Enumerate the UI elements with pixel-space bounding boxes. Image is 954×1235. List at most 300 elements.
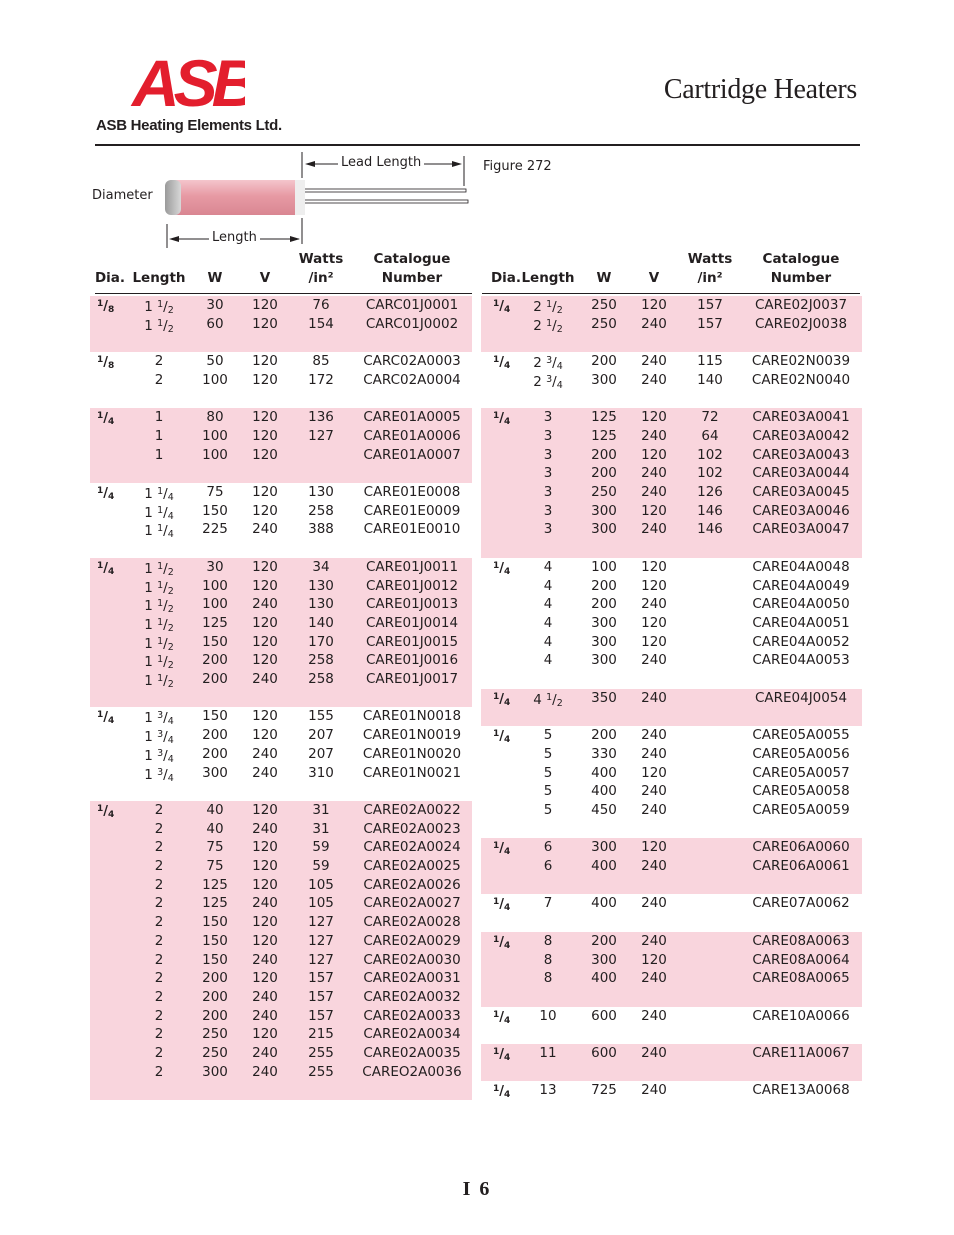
watt-density-value: 207 [308,727,334,744]
watt-value: 75 [206,858,224,874]
watt-value: 300 [202,764,228,781]
catalogue-number: CARE05A0059 [752,801,850,818]
col-catalogue-number-left: Number [381,270,443,286]
length-value: 3 [543,409,553,426]
watt-value: 725 [591,1082,617,1099]
watt-value: 100 [202,596,228,613]
watt-value: 400 [591,764,617,781]
catalogue-number: CARE01N0021 [362,764,462,781]
watt-density-value: 105 [308,876,334,893]
volt-value: 120 [252,371,278,388]
length-value: 6 [543,858,553,874]
catalogue-number: CARC01J0002 [365,315,459,332]
catalogue-number: CARE03A0041 [752,409,850,426]
catalogue-number: CARE01A0005 [363,409,461,426]
length-value: 1 $^1/_2$ [144,560,174,578]
catalogue-number: CARE02A0025 [363,858,461,874]
watt-value: 40 [206,801,224,818]
watt-value: 125 [202,614,228,631]
catalogue-number: CARE13A0068 [752,1082,850,1099]
catalogue-number: CARC01J0001 [365,297,459,313]
watt-density-value: 215 [308,1026,334,1043]
catalogue-number: CARC02A0004 [363,371,461,388]
length-value: 5 [543,801,553,818]
length-label: Length [209,230,260,245]
catalogue-number: CARE04A0051 [752,614,850,631]
length-value: 2 [154,353,164,370]
catalogue-number: CARE02A0028 [363,914,461,931]
volt-value: 120 [252,1026,278,1043]
watt-density-value: 258 [308,502,334,519]
col-watts-unit-left: /in² [308,270,334,286]
watt-density-value: 140 [308,614,334,631]
watt-value: 250 [591,315,617,332]
catalogue-number: CARE05A0055 [752,727,850,744]
dia-value: $^1/_4$ [493,1047,511,1063]
catalogue-number: CARE02A0026 [363,876,461,893]
watt-value: 200 [202,745,228,762]
volt-value: 240 [641,970,667,987]
length-value: 1 $^3/_4$ [144,747,174,765]
length-value: 4 [543,633,553,650]
length-value: 5 [543,745,553,762]
catalogue-number: CARE04A0048 [752,558,850,575]
catalogue-number: CARE03A0046 [752,502,850,519]
length-value: 2 $^3/_4$ [533,373,563,391]
volt-value: 120 [641,297,667,313]
length-value: 2 [154,970,164,987]
volt-value: 240 [252,951,278,968]
catalogue-number: CARE02A0029 [363,932,461,949]
col-watts-left: Watts [298,251,344,267]
watt-value: 40 [206,820,224,837]
length-value: 1 $^1/_2$ [144,299,174,316]
length-value: 2 [154,1063,164,1080]
header-rule-right [482,293,860,294]
watt-value: 30 [206,558,224,575]
catalogue-number: CARE11A0067 [752,1045,850,1061]
catalogue-number: CARE02A0032 [363,988,461,1005]
volt-value: 240 [641,858,667,874]
length-value: 3 [543,521,553,538]
catalogue-number: CARE08A0063 [752,932,850,949]
dia-value: $^1/_4$ [493,729,511,746]
catalogue-number: CARE06A0061 [752,858,850,874]
length-value: 5 [543,783,553,800]
asb-logo [130,52,245,112]
volt-value: 120 [252,409,278,426]
watt-value: 330 [591,745,617,762]
catalogue-number: CARE01A0007 [363,446,461,463]
catalogue-number: CARE02A0033 [363,1007,461,1024]
catalogue-number: CARE02A0030 [363,951,461,968]
watt-density-value: 255 [308,1045,334,1061]
catalogue-number: CARE02A0024 [363,839,461,856]
volt-value: 120 [252,708,278,725]
length-value: 3 [543,502,553,519]
catalogue-number: CAREO2A0036 [362,1063,462,1080]
catalogue-number: CARE04A0053 [752,652,850,669]
length-value: 11 [539,1045,557,1061]
watt-density-value: 258 [308,652,334,669]
volt-value: 120 [252,970,278,987]
volt-value: 120 [252,614,278,631]
catalogue-number: CARE02A0023 [363,820,461,837]
watt-density-value: 31 [312,820,330,837]
length-value: 4 [543,596,553,613]
watt-density-value: 172 [308,371,334,388]
catalogue-number: CARE01J0013 [365,596,459,613]
watt-density-value: 170 [308,633,334,650]
figure-label: Figure 272 [483,159,552,174]
dia-value: $^1/_4$ [97,411,115,428]
dia-value: $^1/_4$ [493,1084,511,1101]
volt-value: 120 [641,446,667,463]
volt-value: 120 [641,558,667,575]
length-value: 1 [154,446,164,463]
volt-value: 120 [252,727,278,744]
watt-value: 100 [202,371,228,388]
volt-value: 240 [252,521,278,538]
logo-mark: ASB [132,52,245,112]
col-dia-right: Dia. [490,270,522,286]
volt-value: 120 [252,297,278,313]
watt-value: 400 [591,970,617,987]
catalogue-number: CARE02J0037 [754,297,848,313]
volt-value: 120 [252,484,278,500]
watt-value: 250 [591,297,617,313]
volt-value: 240 [252,895,278,912]
volt-value: 240 [641,1082,667,1099]
catalogue-number: CARE02A0027 [363,895,461,912]
watt-value: 400 [591,858,617,874]
length-value: 1 $^1/_2$ [144,579,174,597]
watt-value: 125 [202,876,228,893]
catalogue-number: CARE04A0050 [752,596,850,613]
volt-value: 120 [252,558,278,575]
watt-density-value: 76 [312,297,330,313]
watt-value: 150 [202,633,228,650]
watt-density-value: 157 [308,1007,334,1024]
watt-value: 350 [591,689,617,706]
catalogue-number: CARE01E0009 [363,502,461,519]
col-w-right: W [596,270,612,286]
watt-value: 50 [206,353,224,370]
length-value: 1 $^1/_2$ [144,654,174,672]
volt-value: 120 [641,633,667,650]
catalogue-number: CARE04A0052 [752,633,850,650]
length-value: 2 [154,1007,164,1024]
watt-value: 150 [202,914,228,931]
catalogue-number: CARE03A0043 [752,446,850,463]
watt-value: 75 [206,839,224,856]
catalogue-number: CARE01N0018 [362,708,462,725]
volt-value: 240 [641,1045,667,1061]
watt-value: 300 [591,502,617,519]
volt-value: 240 [252,820,278,837]
watt-value: 200 [591,932,617,949]
volt-value: 240 [252,671,278,687]
dia-value: $^1/_4$ [493,841,511,858]
length-value: 4 [543,577,553,594]
watt-density-value: 102 [697,446,723,463]
length-value: 8 [543,932,553,949]
watt-density-value: 34 [312,558,330,575]
length-value: 2 [154,1026,164,1043]
volt-value: 240 [641,932,667,949]
heater-diagram [92,152,475,252]
volt-value: 240 [641,371,667,388]
watt-value: 125 [202,895,228,912]
volt-value: 240 [252,1045,278,1061]
volt-value: 120 [252,801,278,818]
watt-value: 200 [202,1007,228,1024]
watt-value: 100 [202,427,228,444]
catalogue-number: CARE01E0010 [363,521,461,538]
watt-density-value: 72 [701,409,719,426]
company-name: ASB Heating Elements Ltd. [96,117,282,134]
length-value: 1 $^1/_2$ [144,616,174,634]
watt-density-value: 105 [308,895,334,912]
volt-value: 120 [252,876,278,893]
header-rule-left [95,293,472,294]
watt-value: 200 [591,596,617,613]
watt-density-value: 155 [308,708,334,725]
volt-value: 240 [641,1007,667,1024]
catalogue-number: CARE01J0014 [365,614,459,631]
catalogue-number: CARE02A0022 [363,801,461,818]
length-value: 1 $^1/_4$ [144,486,174,503]
length-value: 2 [154,1045,164,1061]
volt-value: 240 [641,783,667,800]
watt-density-value: 157 [697,315,723,332]
watt-value: 75 [206,484,224,500]
watt-value: 100 [202,577,228,594]
length-value: 1 $^1/_4$ [144,523,174,541]
watt-density-value: 59 [312,839,330,856]
length-value: 2 $^3/_4$ [533,355,563,373]
catalogue-number: CARE01J0011 [365,558,459,575]
volt-value: 120 [641,614,667,631]
volt-value: 120 [252,839,278,856]
length-value: 7 [543,895,553,912]
length-value: 1 $^1/_4$ [144,504,174,522]
catalogue-number: CARE10A0066 [752,1007,850,1024]
dia-value: $^1/_4$ [493,691,511,708]
volt-value: 240 [252,988,278,1005]
dia-value: $^1/_4$ [493,355,511,372]
watt-value: 200 [202,970,228,987]
volt-value: 120 [641,951,667,968]
length-value: 2 [154,371,164,388]
length-value: 2 [154,839,164,856]
col-w-left: W [207,270,223,286]
length-value: 6 [543,839,553,856]
length-value: 2 $^1/_2$ [533,317,563,335]
watt-value: 250 [202,1026,228,1043]
catalogue-number: CARE04J0054 [754,689,848,706]
length-value: 2 [154,988,164,1005]
volt-value: 240 [641,484,667,500]
volt-value: 240 [252,745,278,762]
length-value: 2 [154,876,164,893]
watt-value: 100 [202,446,228,463]
volt-value: 240 [641,521,667,538]
col-dia-left: Dia. [94,270,126,286]
volt-value: 120 [252,932,278,949]
watt-value: 225 [202,521,228,538]
volt-value: 120 [252,427,278,444]
length-value: 1 $^1/_2$ [144,635,174,653]
watt-density-value: 127 [308,932,334,949]
watt-value: 150 [202,951,228,968]
dia-value: $^1/_4$ [97,486,115,502]
length-value: 1 $^1/_2$ [144,317,174,335]
catalogue-number: CARE02A0031 [363,970,461,987]
watt-value: 200 [202,652,228,669]
volt-value: 120 [641,764,667,781]
watt-density-value: 157 [308,970,334,987]
length-value: 2 [154,895,164,912]
length-value: 2 $^1/_2$ [533,299,563,316]
length-value: 2 [154,914,164,931]
catalogue-number: CARE05A0056 [752,745,850,762]
watt-density-value: 130 [308,596,334,613]
volt-value: 240 [641,353,667,370]
watt-value: 200 [591,727,617,744]
catalogue-number: CARE01A0006 [363,427,461,444]
watt-value: 400 [591,895,617,912]
catalogue-number: CARE03A0044 [752,465,850,482]
dia-value: $^1/_4$ [493,299,511,315]
length-value: 3 [543,427,553,444]
watt-density-value: 157 [697,297,723,313]
col-length-right: Length [521,270,575,286]
volt-value: 120 [252,914,278,931]
length-value: 4 $^1/_2$ [533,691,563,709]
watt-density-value: 127 [308,427,334,444]
length-value: 4 [543,558,553,575]
volt-value: 240 [641,652,667,669]
length-value: 8 [543,970,553,987]
length-value: 1 $^3/_4$ [144,710,174,728]
watt-density-value: 207 [308,745,334,762]
volt-value: 240 [641,596,667,613]
catalogue-number: CARE05A0058 [752,783,850,800]
volt-value: 120 [252,502,278,519]
col-v-right: V [648,270,660,286]
volt-value: 240 [641,427,667,444]
watt-density-value: 388 [308,521,334,538]
page-number: I 6 [462,1178,492,1200]
watt-density-value: 157 [308,988,334,1005]
dia-value: $^1/_4$ [97,560,115,577]
length-value: 1 [154,427,164,444]
volt-value: 240 [252,1007,278,1024]
volt-value: 240 [641,727,667,744]
length-value: 3 [543,446,553,463]
watt-value: 450 [591,801,617,818]
volt-value: 120 [252,315,278,332]
volt-value: 120 [641,839,667,856]
watt-value: 300 [591,371,617,388]
length-value: 8 [543,951,553,968]
volt-value: 240 [252,764,278,781]
volt-value: 120 [641,577,667,594]
catalogue-number: CARE02N0039 [751,353,851,370]
watt-value: 200 [591,446,617,463]
length-value: 3 [543,484,553,500]
catalogue-number: CARE02A0034 [363,1026,461,1043]
watt-density-value: 130 [308,577,334,594]
volt-value: 240 [641,801,667,818]
volt-value: 120 [252,633,278,650]
watt-density-value: 85 [312,353,330,370]
col-length-left: Length [132,270,186,286]
col-watts-right: Watts [687,251,733,267]
catalogue-number: CARE03A0042 [752,427,850,444]
catalogue-number: CARE07A0062 [752,895,850,912]
volt-value: 120 [641,409,667,426]
watt-value: 200 [591,465,617,482]
volt-value: 240 [641,689,667,706]
dia-value: $^1/_4$ [97,803,115,820]
catalogue-number: CARE01J0015 [365,633,459,650]
catalogue-number: CARE01N0019 [362,727,462,744]
dia-value: $^1/_8$ [97,299,115,315]
watt-value: 300 [591,951,617,968]
col-watts-unit-right: /in² [697,270,723,286]
watt-density-value: 59 [312,858,330,874]
catalogue-number: CARE02N0040 [751,371,851,388]
watt-value: 300 [591,652,617,669]
dia-value: $^1/_4$ [493,1009,511,1026]
col-catalogue-left: Catalogue [373,251,451,267]
watt-value: 80 [206,409,224,426]
length-value: 1 [154,409,164,426]
watt-density-value: 146 [697,502,723,519]
lead-length-label: Lead Length [338,155,424,170]
watt-value: 200 [591,353,617,370]
catalogue-number: CARE03A0045 [752,484,850,500]
watt-value: 200 [202,671,228,687]
watt-value: 60 [206,315,224,332]
watt-density-value: 102 [697,465,723,482]
catalogue-number: CARE02A0035 [363,1045,461,1061]
catalogue-number: CARE08A0065 [752,970,850,987]
diameter-label: Diameter [92,188,153,203]
watt-value: 150 [202,708,228,725]
watt-value: 125 [591,427,617,444]
watt-density-value: 154 [308,315,334,332]
dia-value: $^1/_4$ [493,934,511,951]
volt-value: 120 [252,353,278,370]
watt-density-value: 310 [308,764,334,781]
volt-value: 120 [641,502,667,519]
volt-value: 120 [252,652,278,669]
watt-density-value: 140 [697,371,723,388]
watt-value: 300 [591,614,617,631]
page-title: Cartridge Heaters [663,74,857,105]
length-value: 2 [154,801,164,818]
watt-value: 200 [202,727,228,744]
watt-value: 300 [202,1063,228,1080]
col-catalogue-right: Catalogue [762,251,840,267]
catalogue-number: CARE02J0038 [754,315,848,332]
length-value: 2 [154,951,164,968]
length-value: 5 [543,764,553,781]
catalogue-number: CARE04A0049 [752,577,850,594]
